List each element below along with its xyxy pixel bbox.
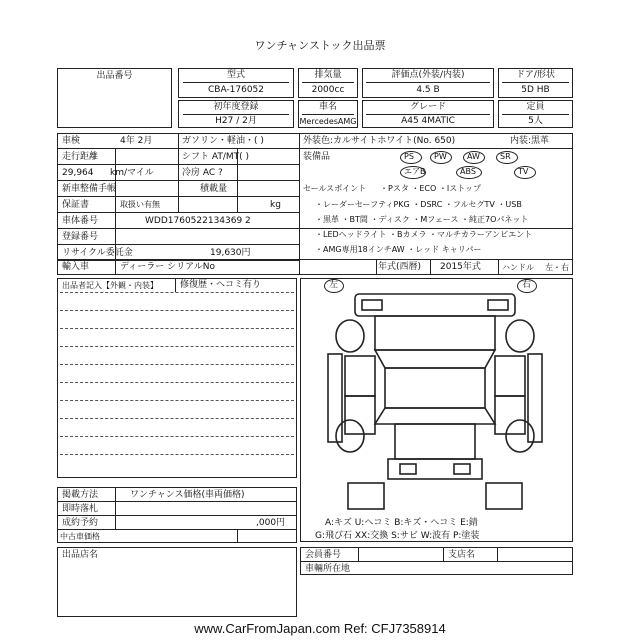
member-label: 会員番号	[305, 550, 342, 560]
grade-label: グレード	[409, 102, 446, 112]
inspection-value: 4年 2月	[120, 136, 153, 146]
equip-label: 装備品	[303, 152, 331, 162]
remarks-col2: 修復歴・ヘコミ有り	[180, 280, 262, 290]
ac-text: 冷房 AC ?	[182, 168, 223, 178]
legend-row-2: G:飛び石 XX:交換 S:サビ W:波有 P:塗装	[315, 531, 480, 541]
hood	[375, 316, 495, 350]
capacity-value: 5人	[528, 116, 543, 126]
recycle-value: 19,630円	[210, 248, 251, 258]
equip-pw: PW	[434, 152, 447, 161]
bottom-left-label: 中古車価格	[60, 532, 100, 541]
deal-value: ,000円	[256, 518, 286, 528]
grade-value: A45 4MATIC	[401, 116, 455, 126]
fuel-text: ガソリン・軽油・( )	[182, 136, 264, 146]
right-front-door	[495, 356, 525, 396]
vin-value: WDD1760522134369 2	[145, 216, 251, 226]
left-headlight	[362, 300, 382, 310]
right-rear-wheel	[506, 420, 534, 452]
recycle-label: リサイクル委託金	[62, 248, 133, 258]
doors-value: 5D HB	[521, 85, 550, 95]
right-lower-panel	[486, 483, 522, 509]
car-damage-diagram	[300, 278, 573, 518]
capacity-box	[498, 100, 573, 128]
watermark: www.CarFromJapan.com Ref: CFJ7358914	[194, 621, 446, 636]
equip-abs: ABS	[460, 167, 476, 176]
legend-row-1: A:キズ U:ヘコミ B:キズ・ヘコミ E:錆	[325, 518, 478, 528]
diagram-right-label: 右	[522, 280, 532, 290]
remarks-label: 出品者記入【外観・内装】	[62, 281, 158, 290]
import-label: 輸入車	[62, 262, 90, 272]
equip-tv: TV	[518, 167, 529, 176]
mileage-label: 走行距離	[62, 152, 99, 162]
left-front-wheel	[336, 320, 364, 352]
capacity-label: 定員	[526, 102, 545, 112]
store-name-box	[57, 547, 297, 617]
sales-point-5: ・AMG専用18インチAW ・レッド キャリパー	[315, 245, 482, 254]
mileage-value: 29,964	[62, 168, 94, 178]
diagram-left-label: 左	[329, 280, 339, 290]
remarks-box	[57, 278, 297, 478]
right-headlight	[488, 300, 508, 310]
method-value: ワンチャンス価格(車両価格)	[130, 490, 245, 500]
right-taillight	[454, 464, 470, 474]
roof	[385, 368, 485, 408]
name-value: MercedesAMG	[299, 117, 357, 126]
import-value: ディーラー シリアルNo	[120, 262, 216, 272]
warranty-value: 取扱い有無	[120, 200, 160, 209]
left-lower-panel	[348, 483, 384, 509]
form-title: ワンチャンストック出品票	[254, 39, 386, 52]
deal-label: 成約予約	[62, 518, 99, 528]
doors-label: ドア/形状	[516, 70, 555, 80]
inspection-label: 車検	[62, 136, 81, 146]
shift-text: シフト AT/MT( )	[182, 152, 249, 162]
equip-sr: SR	[500, 152, 511, 161]
name-box	[298, 100, 358, 128]
windshield	[375, 350, 495, 368]
displacement-box	[298, 68, 358, 98]
sales-point-3: ・黒革 ・BT間 ・ディスク ・Mフェース ・純正7Oパネット	[315, 215, 529, 224]
model-label: 型式	[226, 70, 245, 80]
reg-no-label: 登録番号	[62, 232, 99, 242]
weight-unit: kg	[270, 200, 281, 210]
rear-bumper	[388, 459, 482, 479]
store-name-label: 出品店名	[62, 550, 99, 560]
location-label: 車輛所在地	[305, 564, 351, 574]
method-label: 掲載方法	[62, 490, 99, 500]
left-rear-door	[345, 396, 375, 434]
displacement-value: 2000cc	[311, 85, 345, 95]
weight-label: 積載量	[200, 184, 228, 194]
left-taillight	[400, 464, 416, 474]
lot-number-label: 出品番号	[96, 71, 133, 81]
year-value: 2015年式	[440, 262, 481, 272]
displacement-label: 排気量	[314, 70, 342, 80]
front-bumper	[355, 294, 515, 316]
first-reg-label: 初年度登録	[213, 102, 259, 112]
sales-point-label: セールスポイント	[303, 184, 367, 193]
left-sill	[328, 354, 342, 442]
rec-label: 新車整備手帳	[62, 184, 117, 194]
left-rear-wheel	[336, 420, 364, 452]
left-front-door	[345, 356, 375, 396]
equip-airbag: エアB	[404, 167, 426, 176]
model-value: CBA-176052	[207, 85, 265, 95]
first-reg-box	[178, 100, 294, 128]
right-front-wheel	[506, 320, 534, 352]
handle-label: ハンドル	[502, 263, 534, 272]
score-label: 評価点(外装/内装)	[391, 70, 465, 80]
lot-number-box	[57, 68, 172, 128]
lower-label: 即時落札	[62, 504, 99, 514]
branch-label: 支店名	[448, 550, 476, 560]
vin-label: 車体番号	[62, 216, 99, 226]
mileage-unit: km/マイル	[110, 168, 154, 178]
interior: 内装:黒革	[510, 136, 550, 146]
sales-point-2: ・レーダーセーフティPKG ・DSRC ・フルセグTV ・USB	[315, 200, 522, 209]
tailgate	[395, 424, 475, 459]
right-sill	[528, 354, 542, 442]
grade-box	[362, 100, 494, 128]
equip-ps: PS	[404, 152, 414, 161]
first-reg-value: H27 / 2月	[215, 116, 257, 126]
doors-box	[498, 68, 573, 98]
equip-aw: AW	[467, 152, 480, 161]
handle-value: 左・右	[545, 263, 569, 272]
score-box	[362, 68, 494, 98]
sales-point-4: ・LEDヘッドライト ・Bカメラ ・マルチカラーアンビエント	[315, 230, 533, 239]
sales-point-1: ・Pスタ ・ECO ・Iストップ	[380, 184, 481, 193]
name-label: 車名	[318, 102, 337, 112]
year-label: 年式(西暦)	[378, 262, 422, 272]
right-rear-door	[495, 396, 525, 434]
warranty-label: 保証書	[62, 200, 90, 210]
model-box	[178, 68, 294, 98]
score-value: 4.5 B	[416, 85, 440, 95]
exterior-color: 外装色:カルサイトホワイト(No. 650)	[303, 136, 456, 146]
rear-window	[375, 408, 495, 424]
